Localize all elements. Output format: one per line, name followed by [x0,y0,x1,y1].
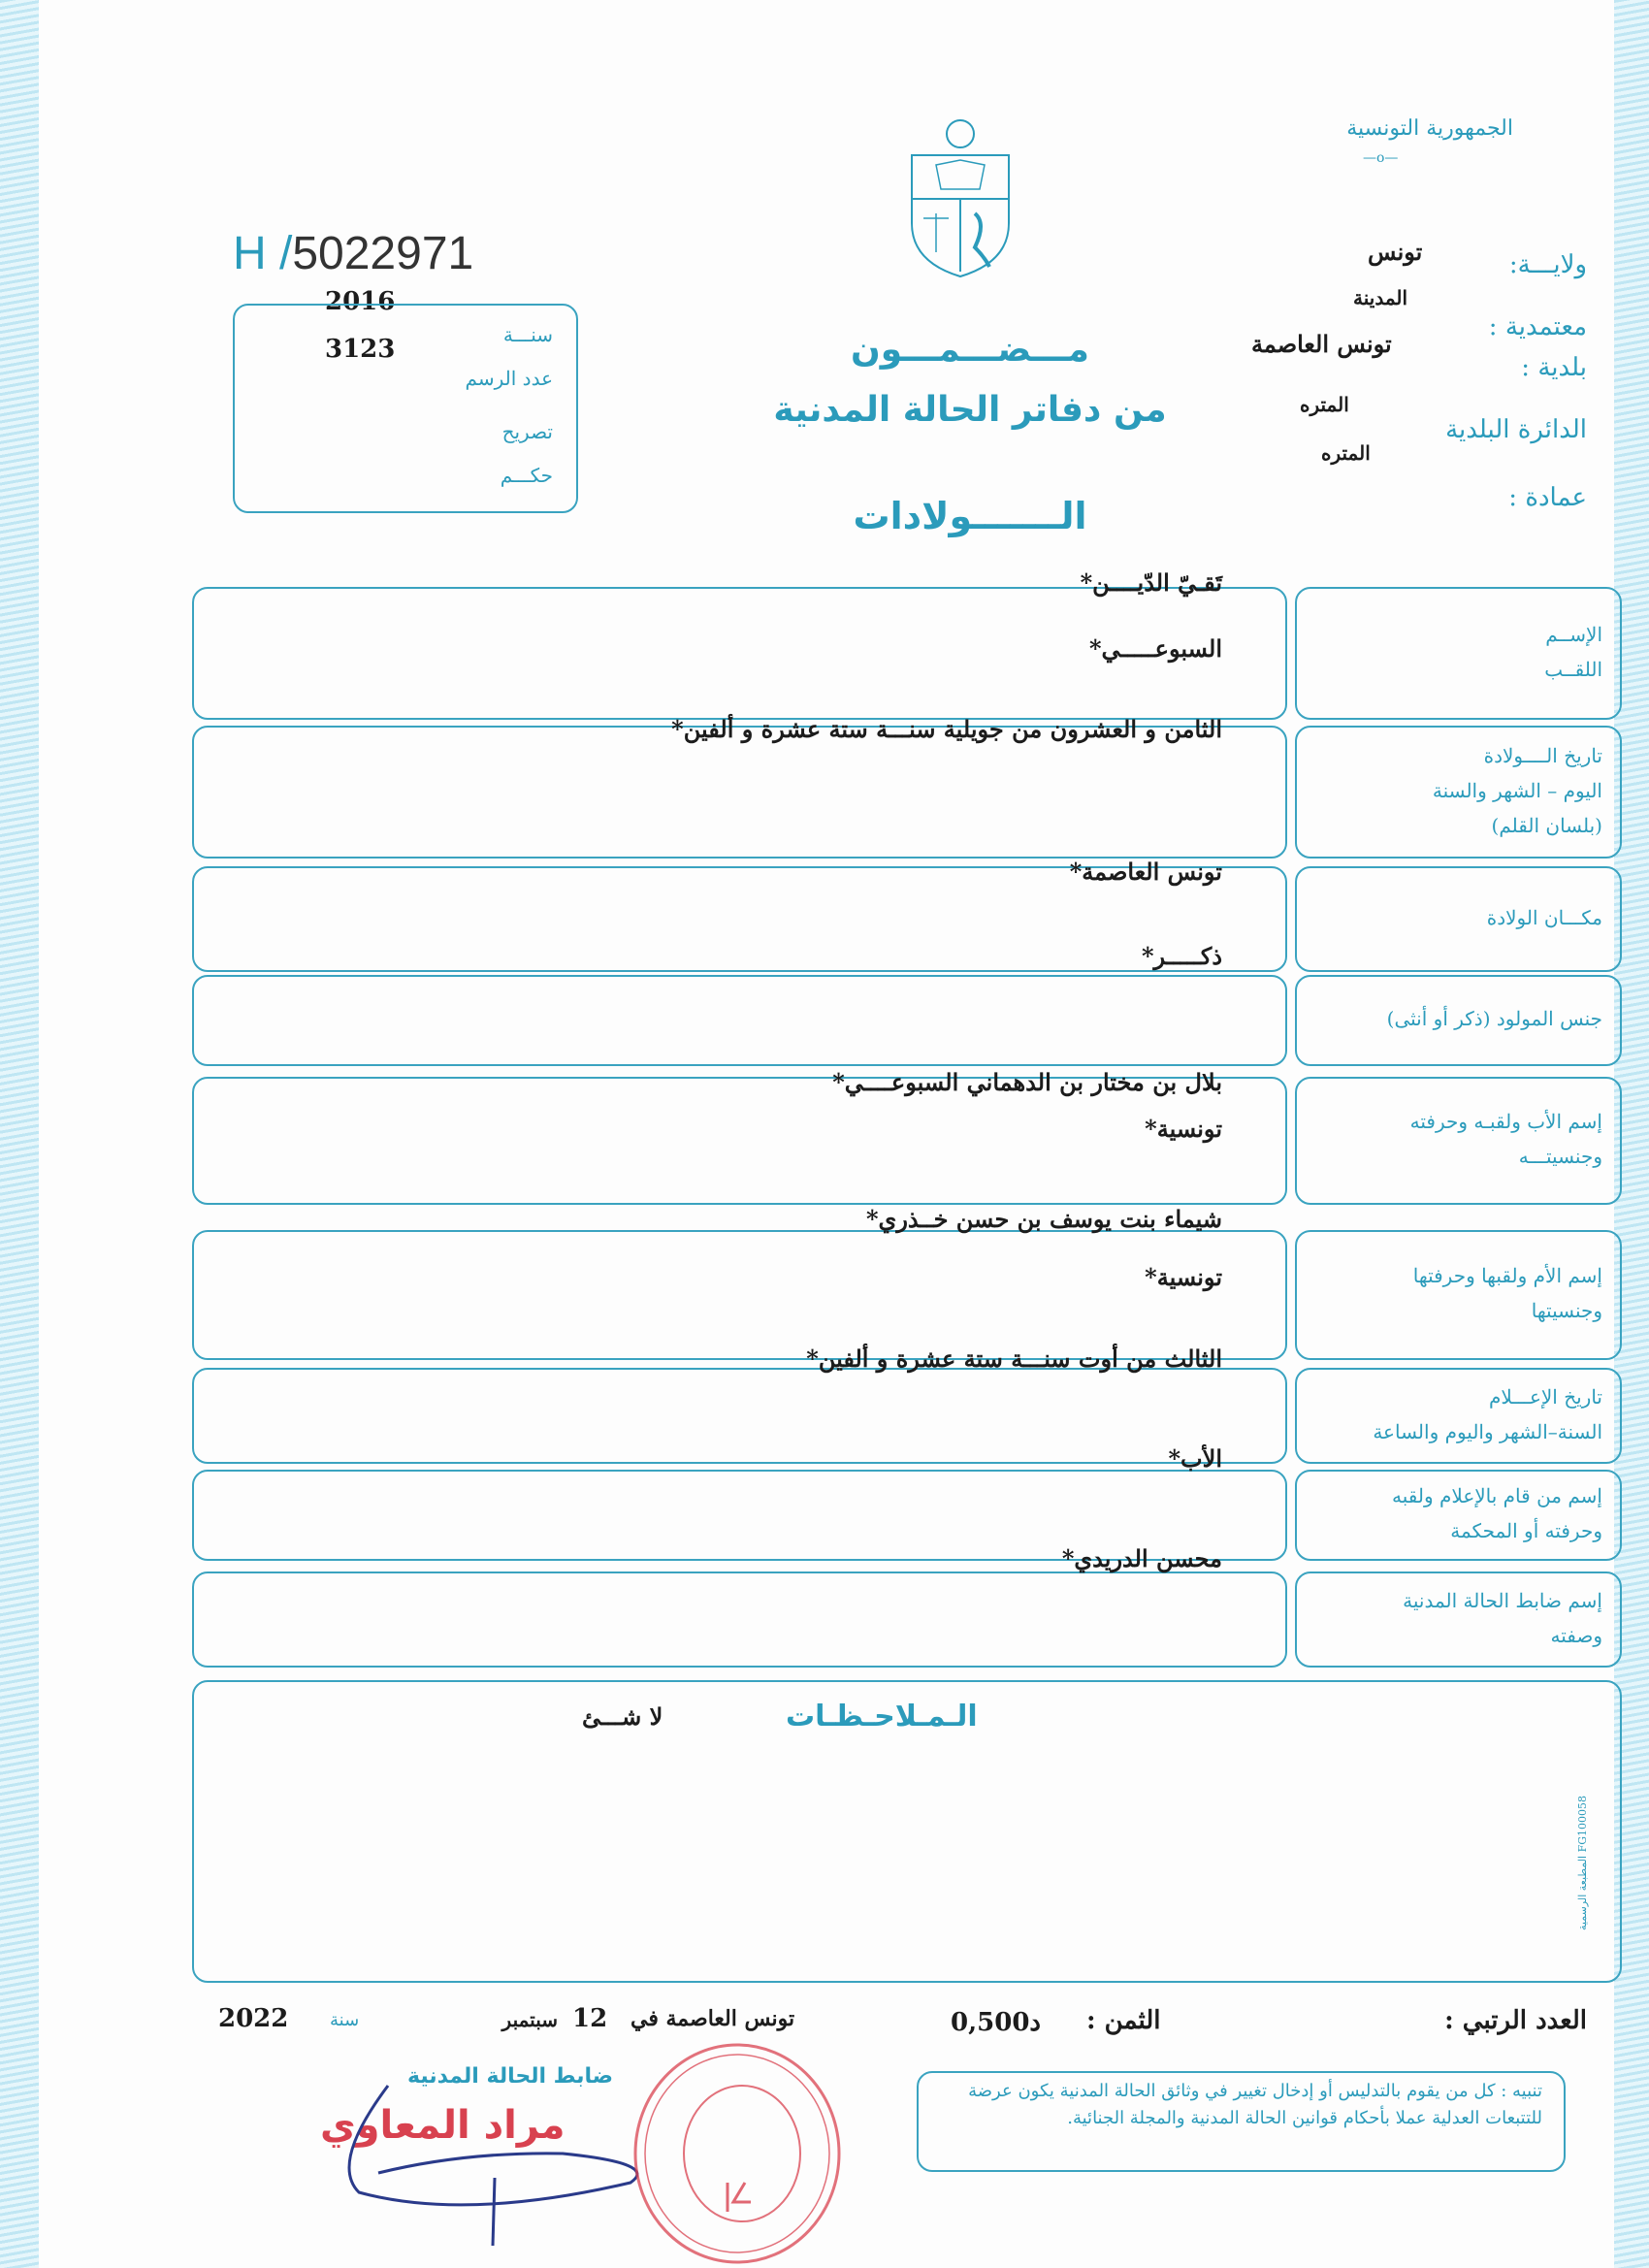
value-mootamadia: المدينة [1353,286,1408,309]
title-line2: من دفاتر الحالة المدنية [773,390,1167,430]
serial-number [233,229,473,279]
remarks-value: لا شـــئ [582,1702,663,1731]
field-label: إسم الأب ولقبـه وحرفته [1409,1110,1602,1133]
value-daira-2: المتره [1321,441,1371,465]
field-value-box [192,1230,1287,1360]
field-value: ذكـــــر* [1141,942,1222,970]
issue-place: تونس العاصمة في [630,2006,795,2031]
title-line1: مـــضـــمـــون [851,330,1089,370]
field-value: شيماء بنت يوسف بن حسن خــذري* [865,1205,1222,1233]
field-label: تاريخ الإعـــلام [1489,1384,1602,1409]
field-label: السنة–الشهر واليوم والساعة [1373,1419,1602,1443]
field-label: الإســم [1545,622,1602,646]
field-label: اللقــب [1544,657,1602,681]
serial-digits: 5022971 [292,228,474,279]
field-label: تاريخ الــــولادة [1483,743,1602,767]
value-baladia: تونس العاصمة [1251,330,1392,358]
field-value: السبوعـــــي* [1088,634,1222,663]
field-value: بلال بن مختار بن الدهماني السبوعــــي* [832,1068,1222,1096]
issue-month: سبتمبر [501,2008,558,2031]
issue-day: 12 [572,2004,608,2033]
coat-of-arms-icon [902,116,1018,281]
officer-name: مراد المعاوي [320,2103,566,2148]
signature [320,2076,669,2251]
label-daira: الدائرة البلدية [1445,415,1587,444]
republic-title: الجمهورية التونسية [1346,116,1513,141]
value-daira-1: المتره [1300,393,1349,416]
declaration-label: تصريح [501,420,553,443]
number-label: عدد الرسم [465,367,553,390]
field-value: تونس العاصمة* [1069,858,1222,886]
security-border-left [0,0,39,2268]
printer-mark: المطبعة الرسمية FG100058 [1576,1795,1589,1930]
field-label: وجنسيتها [1531,1299,1602,1322]
field-label: إسم من قام بالإعلام ولقبه [1392,1484,1602,1507]
field-value: الثامن و العشرون من جويلية سنـــة ستة عشرة و ألفين* [671,715,1222,743]
remarks-label: الـمـلاحـظـات [786,1700,978,1733]
serial-order-label: العدد الرتبي : [1444,2006,1587,2035]
field-label: إسم ضابط الحالة المدنية [1403,1588,1602,1612]
field-value: تَقـيّ الدّيــــن* [1080,568,1222,597]
field-label: اليوم – الشهر والسنة [1432,778,1602,802]
republic-ornament: —o— [1363,150,1399,166]
issue-year-label: سنة [330,2010,360,2030]
field-label: وحرفته أو المحكمة [1450,1519,1602,1542]
record-number: 3123 [325,335,396,364]
field-value: الأب* [1168,1444,1222,1473]
field-value: تونسية* [1145,1115,1222,1143]
issue-year: 2022 [218,2004,289,2033]
label-baladia: بلدية : [1521,353,1587,382]
value-wilaya: تونس [1368,238,1423,266]
label-imada: عمادة : [1508,483,1587,512]
field-value-box [192,1368,1287,1464]
serial-prefix: H / [233,228,293,279]
label-wilaya: ولايـــة: [1508,250,1587,279]
field-value: محسن الدريدي* [1061,1544,1222,1572]
section-title: الـــــــولادات [853,495,1087,537]
field-label: إسم الأم ولقبها وحرفتها [1412,1264,1602,1287]
officer-title: ضابط الحالة المدنية [407,2064,614,2089]
field-value-box [192,726,1287,859]
field-value-box [192,975,1287,1066]
field-value: تونسية* [1145,1263,1222,1291]
record-year: 2016 [325,287,396,316]
label-mootamadia: معتمدية : [1488,312,1587,341]
field-label: جنس المولود (ذكر أو أنثى) [1386,1007,1602,1030]
warning-text: تنبيه : كل من يقوم بالتدليس أو إدخال تغيير في وثائق الحالة المدنية يكون عرضة للتتبعات العدلية عملا بأحكام قوانين الحالة المدنية والمجلة الجنائية. [968,2081,1542,2128]
field-label: مكـــان الولادة [1486,905,1602,929]
price-label: الثمن : [1086,2006,1161,2035]
field-label: وصفته [1550,1623,1602,1647]
field-value: الثالث من أوت سنـــة ستة عشرة و ألفين* [806,1345,1222,1373]
price-value: 0,500د [951,2008,1041,2037]
official-stamp [621,2037,854,2268]
field-label: (بلسان القلم) [1491,813,1602,837]
judgment-label: حكـــم [500,464,553,487]
field-value-box [192,1571,1287,1668]
year-label: سنـــة [502,323,553,346]
field-label: وجنسيتـــه [1518,1145,1602,1168]
